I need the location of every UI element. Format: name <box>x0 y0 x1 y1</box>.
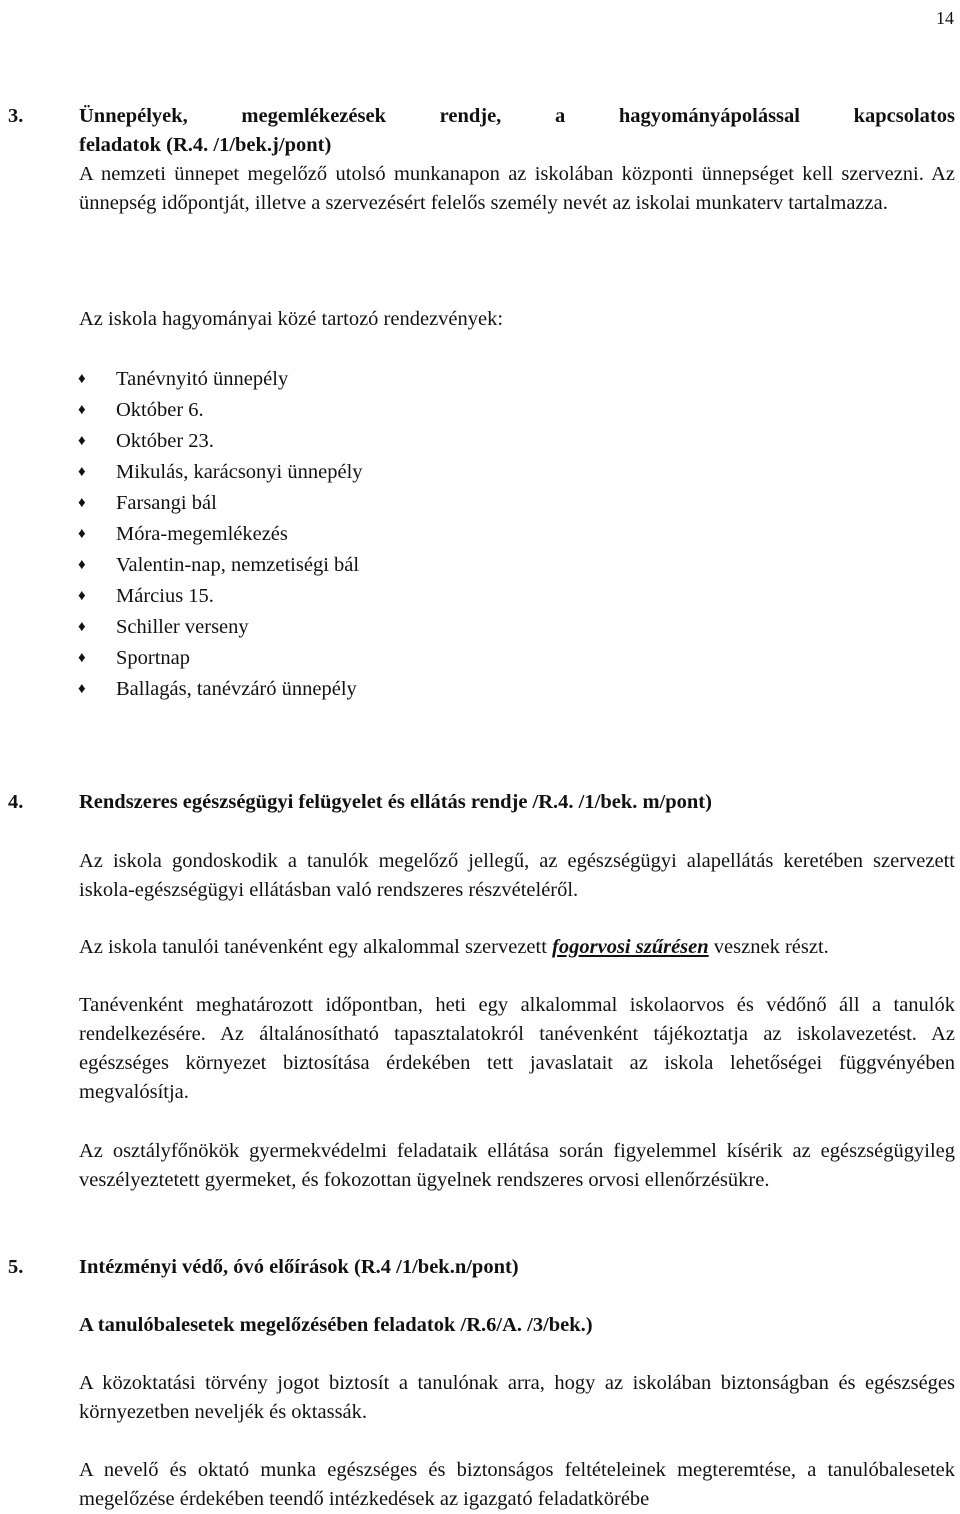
page-number: 14 <box>936 8 954 28</box>
list-item-label: Móra-megemlékezés <box>116 523 288 545</box>
diamond-bullet-icon: ♦ <box>78 681 86 697</box>
diamond-bullet-icon: ♦ <box>78 588 86 604</box>
diamond-bullet-icon: ♦ <box>78 433 86 449</box>
section-4-paragraph-4: Az osztályfőnökök gyermekvédelmi feladataik ellátása során figyelemmel kísérik az egészségügyileg veszélyeztetett gyermeket, és fokozottan ügyelnek rendszeres orvosi ellenőrzésükre. <box>79 1140 955 1191</box>
section-3-paragraph-1: A nemzeti ünnepet megelőző utolsó munkanapon az iskolában központi ünnepséget kell szervezni. Az ünnepség időpontját, illetve a szervezésért felelős személy nevét az iskolai munkaterv tartalmazza. <box>79 163 955 214</box>
section-4-heading: Rendszeres egészségügyi felügyelet és ellátás rendje /R.4. /1/bek. m/pont) <box>79 791 712 813</box>
list-item-label: Sportnap <box>116 647 191 669</box>
diamond-bullet-icon: ♦ <box>78 619 86 635</box>
list-item-label: Október 23. <box>116 430 214 452</box>
diamond-bullet-icon: ♦ <box>78 402 86 418</box>
list-item-label: Schiller verseny <box>116 616 249 638</box>
diamond-bullet-icon: ♦ <box>78 557 86 573</box>
section-5-heading: Intézményi védő, óvó előírások (R.4 /1/bek.n/pont) <box>79 1256 519 1278</box>
list-item-label: Ballagás, tanévzáró ünnepély <box>116 678 357 700</box>
list-item-label: Március 15. <box>116 585 214 607</box>
section-3-heading-line2: feladatok (R.4. /1/bek.j/pont) <box>79 134 332 156</box>
paragraph-text: Az iskola tanulói tanévenként egy alkalommal szervezett <box>79 936 553 958</box>
list-item-label: Október 6. <box>116 399 204 421</box>
list-item-label: Mikulás, karácsonyi ünnepély <box>116 461 363 483</box>
diamond-bullet-icon: ♦ <box>78 650 86 666</box>
diamond-bullet-icon: ♦ <box>78 526 86 542</box>
diamond-bullet-icon: ♦ <box>78 371 86 387</box>
section-5-number: 5. <box>8 1256 24 1278</box>
section-5-paragraph-1: A közoktatási törvény jogot biztosít a tanulónak arra, hogy az iskolában biztonságban és egészséges környezetben neveljék és oktassák. <box>79 1372 955 1423</box>
diamond-bullet-icon: ♦ <box>78 464 86 480</box>
section-5-paragraph-2: A nevelő és oktató munka egészséges és biztonságos feltételeinek megteremtése, a tanulóbalesetek megelőzése érdekében teendő intézkedések az igazgató feladatkörébe <box>79 1459 955 1510</box>
section-4-paragraph-1: Az iskola gondoskodik a tanulók megelőző jellegű, az egészségügyi alapellátás keretében szervezett iskola-egészségügyi ellátásban való rendszeres részvételéről. <box>79 850 955 901</box>
list-item-label: Valentin-nap, nemzetiségi bál <box>116 554 360 576</box>
list-item-label: Tanévnyitó ünnepély <box>116 368 289 390</box>
section-5-subheading: A tanulóbalesetek megelőzésében feladatok /R.6/A. /3/bek.) <box>79 1314 593 1336</box>
section-3-heading-line1: Ünnepélyek, megemlékezések rendje, a hagyományápolással kapcsolatos <box>79 105 955 127</box>
section-4-number: 4. <box>8 791 24 813</box>
emphasized-text: fogorvosi szűrésen <box>552 936 709 958</box>
paragraph-text: vesznek részt. <box>708 936 829 958</box>
list-item-label: Farsangi bál <box>116 492 217 514</box>
section-3-number: 3. <box>8 105 24 127</box>
diamond-bullet-icon: ♦ <box>78 495 86 511</box>
section-3-paragraph-2: Az iskola hagyományai közé tartozó rendezvények: <box>79 308 504 330</box>
section-4-paragraph-2 <box>79 933 955 962</box>
section-4-paragraph-3: Tanévenként meghatározott időpontban, heti egy alkalommal iskolaorvos és védőnő áll a tanulók rendelkezésére. Az általánosítható tapasztalatokról tanévenként tájékoztatja az iskolavezetést. Az egészséges környezet biztosítása érdekében tett javaslatait az iskola lehetőségei függvényében megvalósítja. <box>79 994 955 1103</box>
